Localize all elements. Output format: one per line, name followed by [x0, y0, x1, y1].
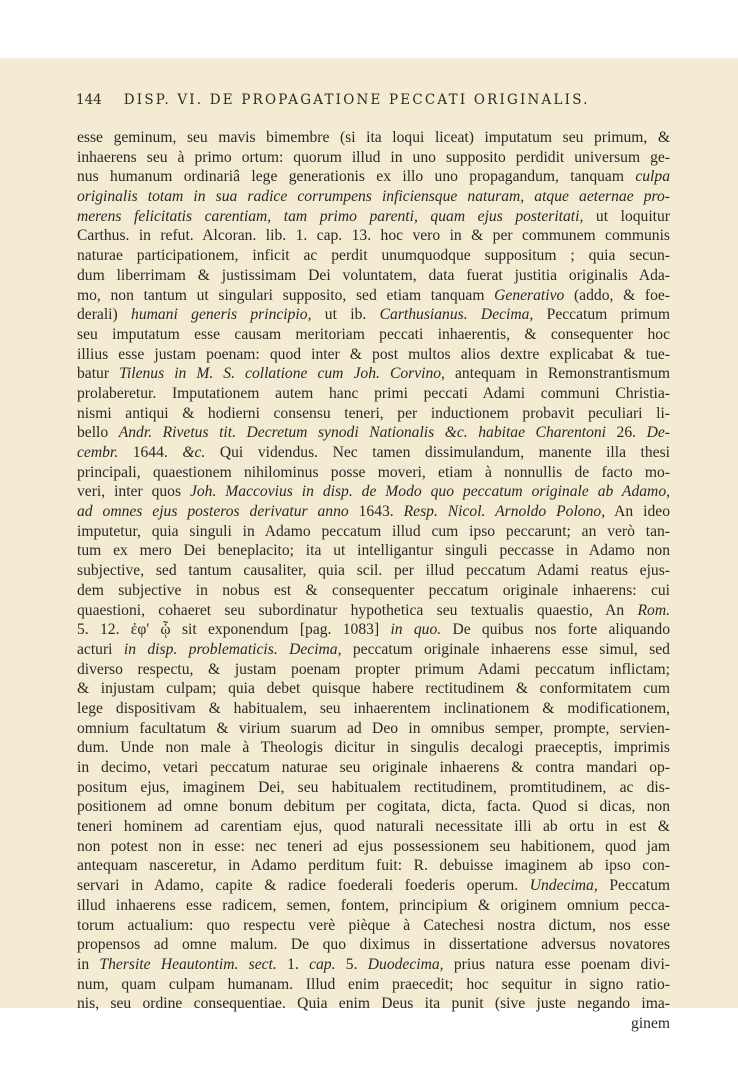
- text-segment: propensos ad omne malum. De quo diximus in dissertatione adversus novatores: [77, 936, 670, 954]
- italic-text: cap.: [309, 955, 336, 973]
- text-line: [77, 364, 670, 384]
- italic-text: &c.: [182, 444, 206, 461]
- italic-text: culpa: [635, 168, 670, 186]
- text-segment: 1644.: [118, 444, 183, 461]
- text-segment: esse geminum, seu mavis bimembre (si ita loqui liceat) imputatum seu primum, &: [77, 129, 670, 146]
- text-line: [77, 443, 670, 463]
- text-line: [77, 207, 670, 227]
- text-segment: seu imputatum esse causam meritoriam peccati inhaerentis, & consequenter hoc: [77, 325, 670, 343]
- text-segment: 5. 12. ἐφ' ᾧ sit exponendum [pag. 1083]: [77, 621, 391, 639]
- italic-text: humani generis principio,: [131, 306, 312, 324]
- text-segment: antequam nasceretur, in Adamo perditum fuit: R. debuisse imaginem ab ipso con-: [77, 857, 670, 875]
- text-line: [77, 640, 670, 660]
- text-line: [77, 482, 670, 502]
- italic-text: Joh. Maccovius in disp. de Modo quo peccatum originale ab Adamo,: [189, 483, 671, 501]
- text-segment: acturi: [77, 640, 124, 658]
- italic-text: Thersite Heautontim. sect.: [99, 955, 277, 973]
- running-title: DISP. VI. DE PROPAGATIONE PECCATI ORIGINALIS.: [123, 92, 590, 108]
- text-segment: Peccatum primum: [533, 306, 670, 324]
- text-line: [77, 935, 670, 955]
- text-segment: positum ejus, imaginem Dei, seu habitualem rectitudinem, promtitudinem, ac dis-: [77, 778, 670, 796]
- italic-text: in disp. problematicis. Decima,: [123, 640, 342, 658]
- text-segment: torum actualium: quo respectu verè pièque à Catechesi nostra dictum, nos esse: [77, 916, 670, 934]
- text-segment: illud inhaerens esse radicem, semen, fontem, principium & originem omnium pecca-: [77, 896, 670, 914]
- text-line: [77, 128, 670, 148]
- text-line: [77, 404, 670, 424]
- text-line: [77, 325, 670, 345]
- text-segment: diverso respectu, & justam poenam propter primum Adami peccatum inflictam;: [77, 660, 670, 678]
- text-line: [77, 797, 670, 817]
- italic-text: originalis totam in sua radice corrumpens inficiensque naturam, atque aeternae pro-: [77, 188, 670, 206]
- text-segment: dum. Unde non male à Theologis dicitur in singulis decalogi praeceptis, imprimis: [77, 739, 670, 757]
- text-segment: antequam in Remonstrantismum: [444, 365, 670, 383]
- text-segment: quaestioni, cohaeret seu subordinatur hypothetica seu textualis quaestio, An: [77, 601, 638, 619]
- text-line: [77, 916, 670, 936]
- text-line: [77, 778, 670, 798]
- text-line: [77, 601, 670, 621]
- text-line: [77, 226, 670, 246]
- italic-text: Undecima,: [529, 877, 598, 895]
- text-line: [77, 758, 670, 778]
- text-line: [77, 148, 670, 168]
- text-segment: 26.: [606, 424, 647, 442]
- text-segment: ut ib.: [311, 306, 380, 324]
- text-line: [77, 561, 670, 581]
- text-segment: teneri hominem ad carentiam ejus, quod naturali necessitate illi ab ortu in est &: [77, 818, 670, 836]
- text-line: [77, 581, 670, 601]
- text-segment: ginem: [631, 1014, 670, 1032]
- text-segment: nis, seu ordine consequentiae. Quia enim Deus ita punit (sive juste negando ima-: [77, 995, 670, 1013]
- text-segment: omnium facultatum & virium suarum ad Deo in omnibus semper, prompte, servien-: [77, 719, 670, 737]
- italic-text: Rom.: [637, 601, 670, 619]
- text-line: [77, 286, 670, 306]
- text-segment: mo, non tantum ut singulari supposito, sed etiam tanquam: [77, 286, 495, 304]
- text-segment: Qui videndus. Nec tamen dissimulandum, manente illa thesi: [205, 444, 670, 461]
- text-line: [77, 463, 670, 483]
- italic-text: in quo.: [390, 621, 442, 639]
- text-segment: Carthus. in refut. Alcoran. lib. 1. cap. 13. hoc vero in & per communem communis: [77, 227, 670, 245]
- text-line: [77, 345, 670, 365]
- book-page: [0, 58, 738, 1032]
- italic-text: Generativo: [494, 286, 565, 304]
- text-line: [77, 620, 670, 640]
- text-segment: naturae participationem, inficit ac perdit unumquodque suppositum ; quia secun-: [77, 247, 670, 265]
- text-segment: peccatum originale inhaerens esse simul, sed: [341, 640, 670, 658]
- text-segment: & injustam culpam; quia debet quisque habere rectitudinem & conformitatem cum: [77, 680, 670, 698]
- text-segment: ut loquitur: [583, 207, 670, 225]
- text-segment: in: [77, 955, 100, 973]
- text-segment: num, quam culpam humanam. Illud enim praecedit; hoc sequitur in signo ratio-: [77, 975, 670, 993]
- page-number: 144: [76, 92, 102, 108]
- text-line: [77, 975, 670, 995]
- text-line: [77, 266, 670, 286]
- body-text: [77, 128, 670, 1034]
- text-segment: 1643.: [348, 503, 404, 521]
- text-segment: dem subjective in nobus est & consequenter peccatum originale inhaerens: cui: [77, 581, 670, 599]
- text-line: [77, 187, 670, 207]
- text-segment: (addo, & foe-: [564, 286, 670, 304]
- text-line: [77, 837, 670, 857]
- text-segment: veri, inter quos: [77, 483, 190, 501]
- text-segment: De quibus nos forte aliquando: [441, 621, 670, 639]
- italic-text: Carthusianus. Decima,: [379, 306, 534, 324]
- text-line: [77, 896, 670, 916]
- text-segment: derali): [77, 306, 132, 324]
- text-segment: dum liberrimam & justissimam Dei voluntatem, data fuerat justitia originalis Ada-: [77, 266, 670, 284]
- italic-text: Duodecima,: [367, 955, 444, 973]
- text-segment: subjective, sed tantum causaliter, quia scil. per illud peccatum Adami reatus ejus-: [77, 562, 670, 580]
- italic-text: Tilenus in M. S. collatione cum Joh. Corvino,: [119, 365, 445, 383]
- text-line: [77, 522, 670, 542]
- text-segment: servari in Adamo, capite & radice foederali foederis operum.: [77, 877, 530, 895]
- text-line: [77, 679, 670, 699]
- text-line: [77, 502, 670, 522]
- text-segment: nus humanum ordinariâ lege generationis ex illo uno propagandum, tanquam: [77, 168, 636, 186]
- text-segment: batur: [77, 365, 120, 383]
- text-line: [77, 856, 670, 876]
- italic-text: Andr. Rivetus tit. Decretum synodi Nationalis &c. habitae Charentoni: [118, 424, 607, 442]
- text-segment: prolaberetur. Imputationem autem hanc primi peccati Adami communi Christia-: [77, 384, 670, 402]
- text-line: [77, 246, 670, 266]
- text-segment: illius esse justam poenam: quod inter & post multos alios dextre explicabat & tue-: [77, 345, 670, 363]
- text-segment: positionem ad omne bonum debitum per cogitata, dicta, facta. Quod si dicas, non: [77, 798, 670, 816]
- text-segment: nismi antiqui & hodierni consensu teneri, per inductionem probavit peculiari li-: [77, 404, 670, 422]
- text-line: [77, 1014, 670, 1034]
- text-line: [77, 699, 670, 719]
- text-line: [77, 994, 670, 1014]
- text-line: [77, 660, 670, 680]
- text-segment: non potest non in esse: nec teneri ad ejus possessionem seu habitionem, quod jam: [77, 837, 670, 855]
- text-segment: imputetur, quia singuli in Adamo peccatum illud cum ipso peccarunt; an verò tan-: [77, 522, 670, 540]
- text-segment: tum ex mero Dei beneplacito; ita ut intelligantur singuli peccasse in Adamo non: [77, 542, 670, 560]
- text-segment: 5.: [335, 955, 368, 973]
- text-line: [77, 876, 670, 896]
- text-segment: principali, quaestionem nihilominus posse moveri, etiam à nonnullis de facto mo-: [77, 463, 670, 481]
- text-segment: in decimo, vetari peccatum naturae seu originale inhaerens & contra mandari op-: [77, 759, 670, 776]
- text-line: [77, 817, 670, 837]
- text-segment: bello: [77, 424, 119, 442]
- text-segment: Peccatum: [597, 877, 670, 895]
- running-header: [76, 92, 666, 108]
- italic-text: De-: [646, 424, 670, 442]
- italic-text: ad omnes ejus posteros derivatur anno: [77, 503, 349, 521]
- text-segment: An ideo: [605, 503, 670, 521]
- text-line: [77, 384, 670, 404]
- text-line: [77, 541, 670, 561]
- text-line: [77, 738, 670, 758]
- italic-text: cembr.: [77, 444, 119, 461]
- text-line: [77, 305, 670, 325]
- text-line: [77, 719, 670, 739]
- italic-text: Resp. Nicol. Arnoldo Polono,: [403, 503, 606, 521]
- text-line: [77, 167, 670, 187]
- text-segment: inhaerens seu à primo ortum: quorum illud in uno supposito perdidit universum ge-: [77, 148, 670, 166]
- text-segment: lege dispositivam & habitualem, seu inhaerentem inclinationem & modificationem,: [77, 699, 670, 717]
- text-line: [77, 955, 670, 975]
- text-line: [77, 423, 670, 443]
- text-segment: 1.: [276, 955, 310, 973]
- text-segment: prius natura esse poenam divi-: [443, 955, 670, 973]
- italic-text: merens felicitatis carentiam, tam primo parenti, quam ejus posteritati,: [77, 207, 584, 225]
